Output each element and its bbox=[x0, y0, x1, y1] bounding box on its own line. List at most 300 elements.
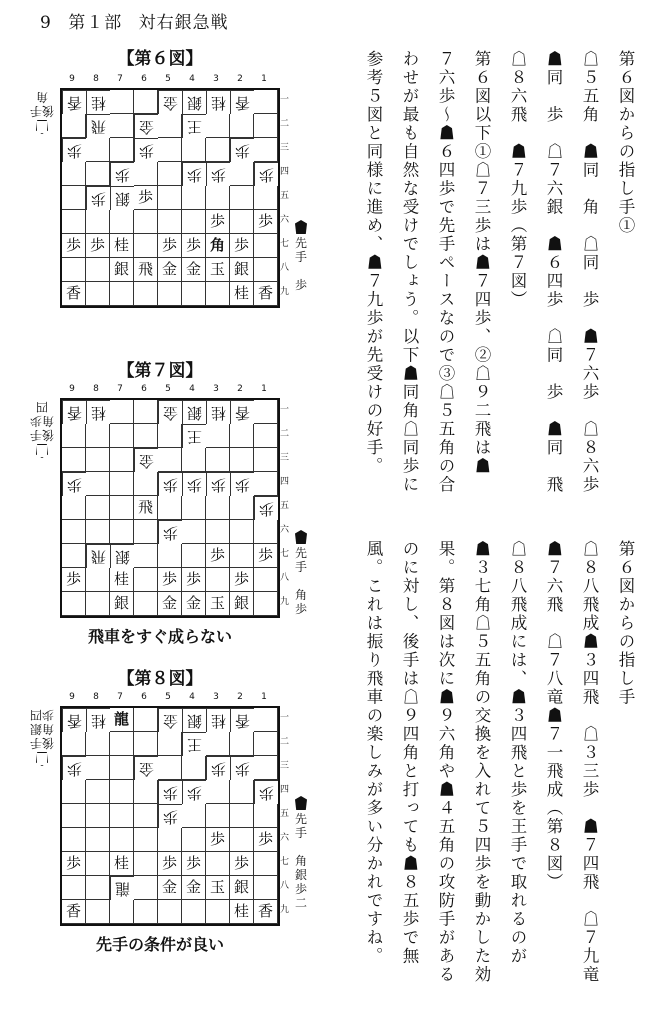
rank-label: 四 bbox=[280, 477, 290, 487]
empty-square bbox=[158, 756, 182, 780]
empty-square bbox=[134, 472, 158, 496]
file-label: 2 bbox=[237, 384, 243, 394]
gote-piece: 香 bbox=[230, 708, 254, 732]
gote-piece: 金 bbox=[158, 708, 182, 732]
empty-square bbox=[110, 732, 134, 756]
sente-piece: 金 bbox=[158, 876, 182, 900]
empty-square bbox=[158, 138, 182, 162]
text-column-13: 果。第８図は次に☗９六角や☗４五角の攻防手がある bbox=[436, 540, 455, 984]
empty-square bbox=[62, 424, 86, 448]
empty-square bbox=[206, 520, 230, 544]
file-label: 7 bbox=[117, 384, 123, 394]
empty-square bbox=[62, 804, 86, 828]
gote-piece: 香 bbox=[230, 400, 254, 424]
rank-label: 二 bbox=[280, 429, 290, 439]
gote-piece: 歩 bbox=[230, 138, 254, 162]
gote-hand: 角歩四 bbox=[29, 400, 54, 428]
gote-piece: 歩 bbox=[230, 472, 254, 496]
empty-square bbox=[206, 852, 230, 876]
gote-piece: 歩 bbox=[62, 138, 86, 162]
text-column-6: ７六歩〜☗６四歩で先手ペースなので③☖５五角の合 bbox=[436, 50, 455, 494]
empty-square bbox=[206, 448, 230, 472]
empty-square bbox=[134, 234, 158, 258]
empty-square bbox=[134, 780, 158, 804]
gote-piece: 桂 bbox=[86, 90, 110, 114]
gote-piece: 歩 bbox=[62, 756, 86, 780]
rank-label: 六 bbox=[280, 215, 290, 225]
rank-label: 七 bbox=[280, 239, 290, 249]
empty-square bbox=[254, 234, 278, 258]
gote-piece-icon bbox=[36, 752, 48, 766]
empty-square bbox=[134, 400, 158, 424]
empty-square bbox=[62, 876, 86, 900]
sente-piece: 歩 bbox=[62, 568, 86, 592]
gote-piece: 桂 bbox=[206, 400, 230, 424]
empty-square bbox=[86, 828, 110, 852]
empty-square bbox=[254, 258, 278, 282]
empty-square bbox=[206, 424, 230, 448]
file-label: 1 bbox=[261, 74, 267, 84]
empty-square bbox=[158, 448, 182, 472]
empty-square bbox=[230, 210, 254, 234]
empty-square bbox=[134, 592, 158, 616]
empty-square bbox=[110, 210, 134, 234]
chapter-title: 対右銀急戦 bbox=[138, 13, 229, 33]
empty-square bbox=[254, 592, 278, 616]
empty-square bbox=[158, 828, 182, 852]
sente-piece: 桂 bbox=[230, 282, 254, 306]
gote-piece: 歩 bbox=[254, 780, 278, 804]
empty-square bbox=[254, 708, 278, 732]
gote-piece: 飛 bbox=[86, 114, 110, 138]
text-column-9: 第６図からの指し手 bbox=[616, 540, 635, 707]
empty-square bbox=[206, 780, 230, 804]
rank-label: 九 bbox=[280, 905, 290, 915]
rank-label: 九 bbox=[280, 287, 290, 297]
rank-labels bbox=[280, 706, 289, 922]
empty-square bbox=[182, 828, 206, 852]
sente-piece: 歩 bbox=[230, 234, 254, 258]
rank-label: 八 bbox=[280, 881, 290, 891]
rank-label: 四 bbox=[280, 167, 290, 177]
empty-square bbox=[206, 114, 230, 138]
empty-square bbox=[134, 90, 158, 114]
sente-piece: 歩 bbox=[230, 852, 254, 876]
empty-square bbox=[206, 496, 230, 520]
empty-square bbox=[230, 448, 254, 472]
rank-label: 九 bbox=[280, 597, 290, 607]
empty-square bbox=[254, 756, 278, 780]
file-label: 5 bbox=[165, 384, 171, 394]
sente-piece: 香 bbox=[62, 900, 86, 924]
empty-square bbox=[86, 162, 110, 186]
empty-square bbox=[134, 282, 158, 306]
diagram-8-title: 【第８図】 bbox=[117, 669, 203, 689]
empty-square bbox=[158, 186, 182, 210]
gote-piece: 歩 bbox=[134, 138, 158, 162]
empty-square bbox=[86, 472, 110, 496]
empty-square bbox=[62, 114, 86, 138]
text-column-7: わせが最も自然な受けでしょう。以下☗同角☖同歩に bbox=[400, 50, 419, 494]
rank-label: 三 bbox=[280, 453, 290, 463]
rank-label: 二 bbox=[280, 119, 290, 129]
empty-square bbox=[110, 780, 134, 804]
empty-square bbox=[230, 520, 254, 544]
gote-piece: 銀 bbox=[182, 708, 206, 732]
file-label: 7 bbox=[117, 74, 123, 84]
sente-piece: 玉 bbox=[206, 258, 230, 282]
gote-piece: 金 bbox=[134, 448, 158, 472]
empty-square bbox=[62, 732, 86, 756]
empty-square bbox=[230, 828, 254, 852]
empty-square bbox=[86, 852, 110, 876]
empty-square bbox=[230, 186, 254, 210]
empty-square bbox=[110, 282, 134, 306]
text-column-1: 第６図からの指し手① bbox=[616, 50, 635, 235]
empty-square bbox=[182, 520, 206, 544]
empty-square bbox=[254, 448, 278, 472]
empty-square bbox=[206, 186, 230, 210]
sente-piece: 金 bbox=[158, 592, 182, 616]
sente-piece: 銀 bbox=[230, 592, 254, 616]
empty-square bbox=[86, 804, 110, 828]
gote-piece: 歩 bbox=[206, 756, 230, 780]
diagram-8-caption: 先手の条件が良い bbox=[95, 935, 224, 954]
gote-piece: 歩 bbox=[110, 162, 134, 186]
empty-square bbox=[206, 568, 230, 592]
empty-square bbox=[110, 828, 134, 852]
gote-piece: 銀 bbox=[182, 90, 206, 114]
gote-piece: 金 bbox=[134, 114, 158, 138]
sente-piece: 歩 bbox=[206, 210, 230, 234]
rank-label: 一 bbox=[280, 405, 290, 415]
text-column-10: ☖８八飛成☗３四飛 ☖３三歩 ☗７四飛 ☖７九竜 bbox=[580, 540, 599, 984]
empty-square bbox=[86, 900, 110, 924]
sente-piece: 歩 bbox=[254, 544, 278, 568]
sente-piece: 銀 bbox=[230, 876, 254, 900]
file-label: 4 bbox=[189, 384, 195, 394]
gote-piece: 香 bbox=[62, 90, 86, 114]
empty-square bbox=[110, 804, 134, 828]
file-label: 8 bbox=[93, 692, 99, 702]
empty-square bbox=[230, 732, 254, 756]
text-column-4: ☖８六飛 ☗７九歩（第７図） bbox=[508, 50, 527, 309]
empty-square bbox=[134, 828, 158, 852]
empty-square bbox=[86, 568, 110, 592]
file-label: 6 bbox=[141, 74, 147, 84]
empty-square bbox=[254, 186, 278, 210]
empty-square bbox=[110, 114, 134, 138]
empty-square bbox=[254, 876, 278, 900]
empty-square bbox=[182, 186, 206, 210]
empty-square bbox=[182, 448, 206, 472]
sente-piece-icon bbox=[295, 530, 307, 544]
gote-piece-icon bbox=[36, 120, 48, 134]
empty-square bbox=[254, 568, 278, 592]
text-column-5: 第６図以下①☖７三歩は☗７四歩、②☖９二飛は☗ bbox=[472, 50, 491, 476]
empty-square bbox=[158, 424, 182, 448]
empty-square bbox=[254, 424, 278, 448]
empty-square bbox=[134, 520, 158, 544]
sente-piece: 歩 bbox=[206, 828, 230, 852]
file-label: 6 bbox=[141, 384, 147, 394]
empty-square bbox=[110, 424, 134, 448]
empty-square bbox=[230, 114, 254, 138]
gote-piece: 歩 bbox=[206, 162, 230, 186]
empty-square bbox=[254, 520, 278, 544]
empty-square bbox=[134, 210, 158, 234]
text-column-8: 参考５図と同様に進め、☗７九歩が先受けの好手。 bbox=[364, 50, 383, 476]
file-labels bbox=[60, 74, 276, 84]
empty-square bbox=[254, 90, 278, 114]
empty-square bbox=[254, 472, 278, 496]
file-label: 6 bbox=[141, 692, 147, 702]
board-grid bbox=[60, 88, 280, 308]
gote-label: 後手 bbox=[29, 428, 54, 442]
empty-square bbox=[254, 804, 278, 828]
gote-piece: 歩 bbox=[158, 472, 182, 496]
empty-square bbox=[230, 496, 254, 520]
empty-square bbox=[206, 900, 230, 924]
empty-square bbox=[158, 210, 182, 234]
gote-piece: 歩 bbox=[182, 780, 206, 804]
text-column-14: のに対し、後手は☖９四角と打っても☗８五歩で無 bbox=[400, 540, 419, 966]
sente-piece: 桂 bbox=[110, 852, 134, 876]
gote-piece: 歩 bbox=[206, 472, 230, 496]
rank-label: 五 bbox=[280, 809, 290, 819]
empty-square bbox=[134, 732, 158, 756]
text-column-2: ☖５五角 ☗同 角 ☖同 歩 ☗７六歩 ☖８六歩 bbox=[580, 50, 599, 494]
empty-square bbox=[62, 162, 86, 186]
gote-piece: 王 bbox=[182, 114, 206, 138]
file-labels bbox=[60, 692, 276, 702]
gote-piece: 金 bbox=[158, 400, 182, 424]
file-label: 2 bbox=[237, 74, 243, 84]
empty-square bbox=[86, 424, 110, 448]
sente-piece: 玉 bbox=[206, 876, 230, 900]
rank-label: 一 bbox=[280, 713, 290, 723]
text-column-3: ☗同 歩 ☖７六銀 ☗６四歩 ☖同 歩 ☗同 飛 bbox=[544, 50, 563, 494]
rank-label: 四 bbox=[280, 785, 290, 795]
sente-piece: 銀 bbox=[230, 258, 254, 282]
empty-square bbox=[134, 852, 158, 876]
gote-piece: 銀 bbox=[110, 186, 134, 210]
gote-piece: 王 bbox=[182, 424, 206, 448]
sente-piece: 歩 bbox=[62, 234, 86, 258]
sente-piece: 桂 bbox=[230, 900, 254, 924]
sente-piece: 歩 bbox=[158, 568, 182, 592]
part-label: 第１部 bbox=[68, 13, 123, 33]
gote-piece: 歩 bbox=[230, 756, 254, 780]
empty-square bbox=[134, 900, 158, 924]
empty-square bbox=[182, 544, 206, 568]
gote-piece: 歩 bbox=[158, 780, 182, 804]
empty-square bbox=[230, 804, 254, 828]
gote-piece: 銀 bbox=[110, 544, 134, 568]
rank-labels bbox=[280, 398, 289, 614]
sente-label: 先手 bbox=[294, 812, 307, 840]
empty-square bbox=[230, 544, 254, 568]
gote-hand: 角 bbox=[36, 90, 49, 104]
gote-piece: 歩 bbox=[86, 186, 110, 210]
gote-piece: 飛 bbox=[86, 544, 110, 568]
gote-piece-icon bbox=[36, 444, 48, 458]
sente-piece: 香 bbox=[254, 282, 278, 306]
gote-piece: 王 bbox=[182, 732, 206, 756]
empty-square bbox=[86, 258, 110, 282]
sente-piece: 金 bbox=[182, 258, 206, 282]
highlighted-piece: 龍 bbox=[110, 708, 134, 732]
gote-piece: 香 bbox=[62, 400, 86, 424]
sente-label: 先手 bbox=[294, 236, 307, 264]
empty-square bbox=[230, 162, 254, 186]
empty-square bbox=[182, 210, 206, 234]
rank-label: 二 bbox=[280, 737, 290, 747]
sente-piece: 歩 bbox=[230, 568, 254, 592]
gote-piece: 歩 bbox=[182, 162, 206, 186]
sente-piece: 歩 bbox=[182, 234, 206, 258]
gote-piece: 歩 bbox=[62, 472, 86, 496]
text-column-16: ☗３七角☖５五角の交換を入れて５四歩を動かした効 bbox=[472, 540, 491, 984]
diagram-8-gote-side bbox=[30, 708, 54, 766]
empty-square bbox=[134, 708, 158, 732]
empty-square bbox=[134, 568, 158, 592]
empty-square bbox=[182, 900, 206, 924]
diagram-7-title: 【第７図】 bbox=[117, 361, 203, 381]
sente-piece: 歩 bbox=[206, 544, 230, 568]
highlighted-piece: 角 bbox=[206, 234, 230, 258]
empty-square bbox=[86, 138, 110, 162]
sente-piece: 歩 bbox=[182, 852, 206, 876]
gote-piece: 龍 bbox=[110, 876, 134, 900]
empty-square bbox=[254, 114, 278, 138]
sente-piece: 銀 bbox=[110, 258, 134, 282]
empty-square bbox=[254, 138, 278, 162]
diagram-7-caption: 飛車をすぐ成らない bbox=[87, 627, 232, 646]
file-label: 9 bbox=[69, 692, 75, 702]
sente-piece: 金 bbox=[182, 592, 206, 616]
diagram-7-gote-side bbox=[30, 400, 54, 458]
empty-square bbox=[134, 876, 158, 900]
gote-label: 後手 bbox=[29, 736, 54, 750]
sente-piece: 金 bbox=[182, 876, 206, 900]
board-grid bbox=[60, 398, 280, 618]
sente-piece: 玉 bbox=[206, 592, 230, 616]
empty-square bbox=[182, 804, 206, 828]
empty-square bbox=[62, 592, 86, 616]
gote-piece: 歩 bbox=[254, 162, 278, 186]
empty-square bbox=[230, 424, 254, 448]
file-label: 3 bbox=[213, 384, 219, 394]
empty-square bbox=[134, 162, 158, 186]
rank-label: 七 bbox=[280, 857, 290, 867]
diagram-8-sente-side bbox=[292, 796, 310, 910]
empty-square bbox=[134, 544, 158, 568]
sente-piece: 飛 bbox=[134, 496, 158, 520]
gote-piece: 銀 bbox=[182, 400, 206, 424]
empty-square bbox=[158, 162, 182, 186]
file-label: 4 bbox=[189, 74, 195, 84]
sente-piece: 歩 bbox=[158, 852, 182, 876]
gote-piece: 桂 bbox=[86, 400, 110, 424]
empty-square bbox=[110, 496, 134, 520]
gote-hand: 角銀歩四 bbox=[29, 708, 54, 736]
file-label: 9 bbox=[69, 74, 75, 84]
empty-square bbox=[62, 210, 86, 234]
sente-piece: 桂 bbox=[110, 568, 134, 592]
empty-square bbox=[158, 544, 182, 568]
diagram-6-title: 【第６図】 bbox=[117, 49, 203, 69]
empty-square bbox=[254, 732, 278, 756]
sente-piece: 歩 bbox=[86, 234, 110, 258]
gote-piece: 歩 bbox=[182, 472, 206, 496]
gote-piece: 桂 bbox=[86, 708, 110, 732]
file-label: 9 bbox=[69, 384, 75, 394]
file-label: 5 bbox=[165, 74, 171, 84]
text-column-11: ☗７六飛 ☖７八竜☗７一飛成（第８図） bbox=[544, 540, 563, 892]
empty-square bbox=[86, 780, 110, 804]
empty-square bbox=[110, 138, 134, 162]
gote-piece: 桂 bbox=[206, 708, 230, 732]
rank-labels bbox=[280, 88, 289, 304]
sente-hand: 角銀歩二 bbox=[294, 854, 307, 910]
diagram-7-sente-side bbox=[292, 530, 310, 616]
sente-piece: 香 bbox=[62, 282, 86, 306]
sente-piece: 歩 bbox=[62, 852, 86, 876]
empty-square bbox=[158, 732, 182, 756]
sente-piece: 銀 bbox=[110, 592, 134, 616]
empty-square bbox=[206, 282, 230, 306]
file-label: 5 bbox=[165, 692, 171, 702]
empty-square bbox=[110, 520, 134, 544]
empty-square bbox=[182, 138, 206, 162]
empty-square bbox=[86, 876, 110, 900]
empty-square bbox=[86, 756, 110, 780]
sente-label: 先手 bbox=[294, 546, 307, 574]
rank-label: 七 bbox=[280, 549, 290, 559]
empty-square bbox=[134, 804, 158, 828]
rank-label: 五 bbox=[280, 191, 290, 201]
text-column-15: 風。これは振り飛車の楽しみが多い分かれですね。 bbox=[364, 540, 383, 966]
empty-square bbox=[158, 114, 182, 138]
empty-square bbox=[62, 780, 86, 804]
gote-label: 後手 bbox=[29, 104, 54, 118]
file-label: 2 bbox=[237, 692, 243, 702]
empty-square bbox=[62, 520, 86, 544]
diagram-6-gote-side bbox=[30, 90, 54, 134]
sente-piece: 歩 bbox=[182, 568, 206, 592]
empty-square bbox=[86, 496, 110, 520]
empty-square bbox=[182, 282, 206, 306]
empty-square bbox=[86, 282, 110, 306]
file-label: 4 bbox=[189, 692, 195, 702]
gote-piece: 金 bbox=[134, 756, 158, 780]
diagrams-column bbox=[0, 0, 320, 1024]
file-label: 1 bbox=[261, 692, 267, 702]
empty-square bbox=[62, 828, 86, 852]
sente-piece-icon bbox=[295, 796, 307, 810]
empty-square bbox=[110, 472, 134, 496]
sente-piece: 歩 bbox=[254, 210, 278, 234]
sente-hand: 歩 bbox=[294, 278, 307, 292]
gote-piece: 香 bbox=[62, 708, 86, 732]
diagram-6-sente-side bbox=[292, 220, 310, 292]
rank-label: 六 bbox=[280, 525, 290, 535]
file-label: 8 bbox=[93, 74, 99, 84]
sente-piece: 歩 bbox=[134, 186, 158, 210]
file-label: 3 bbox=[213, 74, 219, 84]
empty-square bbox=[254, 400, 278, 424]
